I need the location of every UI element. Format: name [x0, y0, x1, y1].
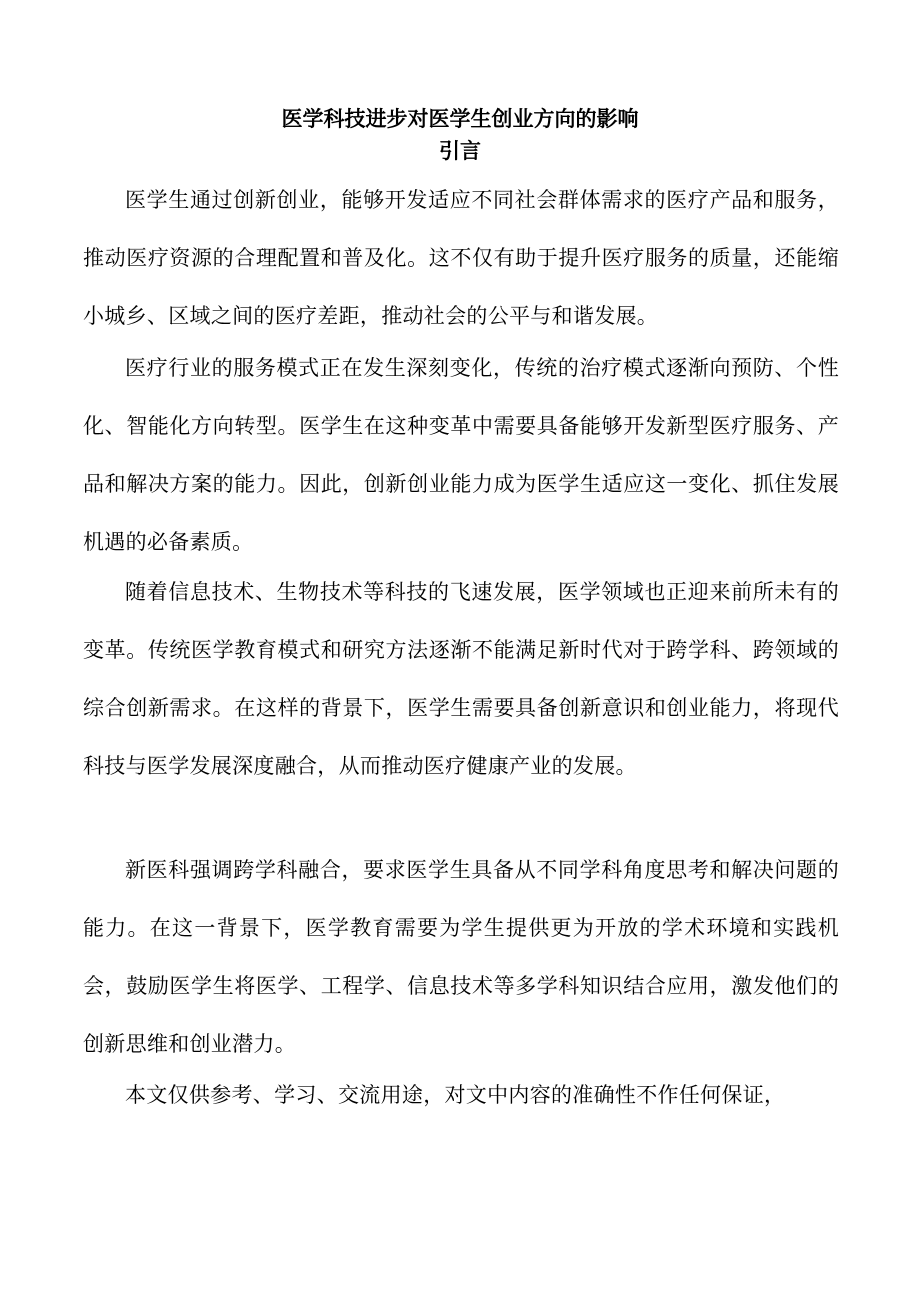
paragraph-1: 医学生通过创新创业，能够开发适应不同社会群体需求的医疗产品和服务，推动医疗资源的合理配置和普及化。这不仅有助于提升医疗服务的质量，还能缩小城乡、区域之间的医疗差距，推动社会的公平与和谐发展。 — [83, 188, 839, 328]
paragraph-5: 本文仅供参考、学习、交流用途，对文中内容的准确性不作任何保证， — [125, 1083, 786, 1107]
document-title: 医学科技进步对医学生创业方向的影响 — [281, 106, 639, 131]
paragraph-3: 随着信息技术、生物技术等科技的飞速发展，医学领域也正迎来前所未有的变革。传统医学教育模式和研究方法逐渐不能满足新时代对于跨学科、跨领域的综合创新需求。在这样的背景下，医学生需要具备创新意识和创业能力，将现代科技与医学发展深度融合，从而推动医疗健康产业的发展。 — [83, 580, 839, 778]
paragraph-2: 医疗行业的服务模式正在发生深刻变化，传统的治疗模式逐渐向预防、个性化、智能化方向转型。医学生在这种变革中需要具备能够开发新型医疗服务、产品和解决方案的能力。因此，创新创业能力成为医学生适应这一变化、抓住发展机遇的必备素质。 — [83, 356, 839, 554]
paragraph-4: 新医科强调跨学科融合，要求医学生具备从不同学科角度思考和解决问题的能力。在这一背景下，医学教育需要为学生提供更为开放的学术环境和实践机会，鼓励医学生将医学、工程学、信息技术等多学科知识结合应用，激发他们的创新思维和创业潜力。 — [83, 858, 839, 1056]
section-heading: 引言 — [439, 138, 481, 163]
